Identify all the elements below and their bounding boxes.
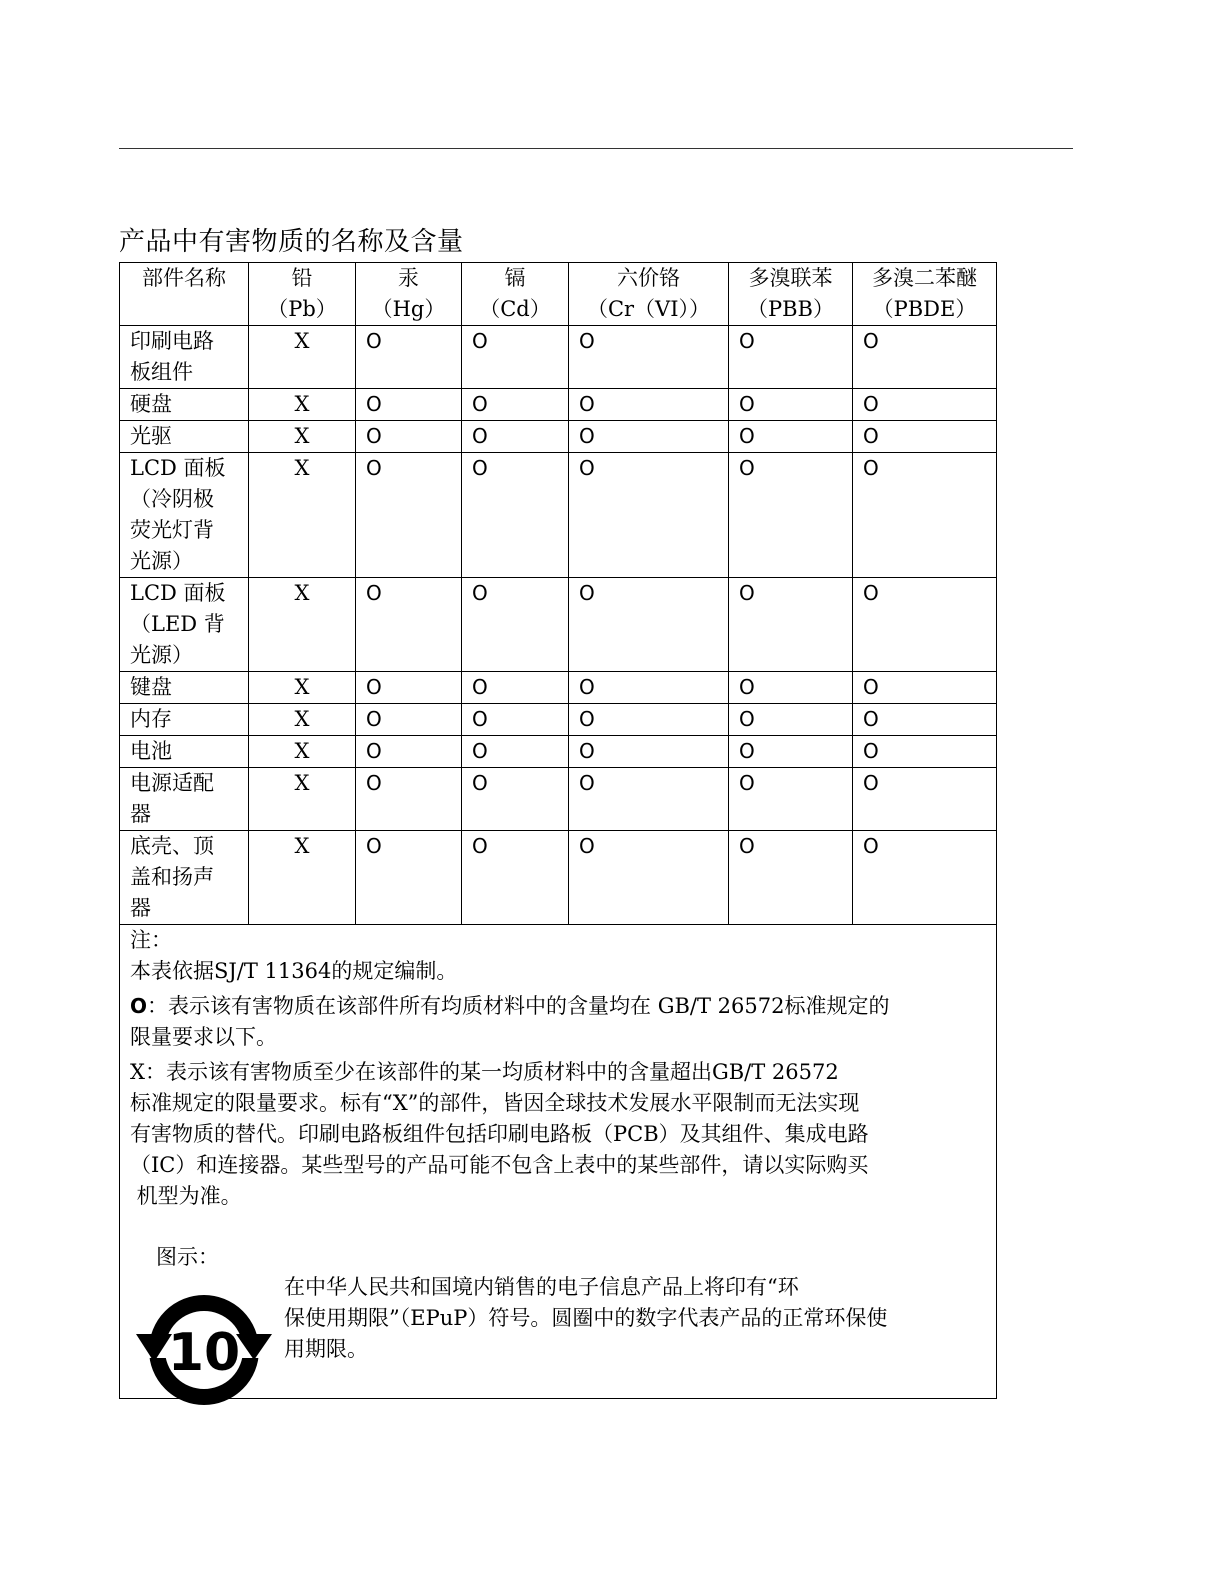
part-name: 印刷电路 板组件: [120, 326, 249, 389]
table-header-row: [120, 263, 997, 326]
cr-cell: O: [569, 831, 729, 925]
top-rule: [119, 148, 1073, 149]
table-row: [120, 704, 997, 736]
hg-cell: O: [356, 768, 462, 831]
part-name: 键盘: [120, 672, 249, 704]
pbb-cell: O: [729, 389, 853, 421]
hg-cell: O: [356, 831, 462, 925]
header-hg: 汞 （Hg）: [356, 263, 462, 326]
cr-cell: O: [569, 578, 729, 672]
pbde-cell: O: [853, 578, 997, 672]
hg-cell: O: [356, 326, 462, 389]
table-row: [120, 421, 997, 453]
pbb-cell: O: [729, 831, 853, 925]
header-part-name: 部件名称: [120, 263, 249, 326]
pbde-cell: O: [853, 389, 997, 421]
pbb-cell: O: [729, 704, 853, 736]
part-name: 内存: [120, 704, 249, 736]
pb-cell: X: [249, 326, 356, 389]
notes-x-line: X：表示该有害物质至少在该部件的某一均质材料中的含量超出GB/T 26572: [130, 1060, 839, 1084]
table-row: [120, 736, 997, 768]
notes-cell: [120, 925, 997, 1399]
hg-cell: O: [356, 421, 462, 453]
hg-cell: O: [356, 578, 462, 672]
part-name: 硬盘: [120, 389, 249, 421]
table-row: [120, 831, 997, 925]
part-name: 电源适配 器: [120, 768, 249, 831]
cd-cell: O: [462, 672, 569, 704]
pb-cell: X: [249, 389, 356, 421]
pbb-cell: O: [729, 578, 853, 672]
notes-x-line: 标准规定的限量要求。标有“X”的部件，皆因全球技术发展水平限制而无法实现: [130, 1091, 860, 1115]
part-name: 光驱: [120, 421, 249, 453]
cd-cell: O: [462, 768, 569, 831]
pbde-cell: O: [853, 736, 997, 768]
notes-x-line: （IC）和连接器。某些型号的产品可能不包含上表中的某些部件，请以实际购买: [130, 1153, 869, 1177]
cr-cell: O: [569, 421, 729, 453]
pbde-cell: O: [853, 831, 997, 925]
cd-cell: O: [462, 578, 569, 672]
table-row: [120, 672, 997, 704]
legend-section: [130, 1212, 986, 1398]
cr-cell: O: [569, 326, 729, 389]
pb-cell: X: [249, 736, 356, 768]
table-row: [120, 768, 997, 831]
cr-cell: O: [569, 672, 729, 704]
pbb-cell: O: [729, 768, 853, 831]
hg-cell: O: [356, 736, 462, 768]
notes-basis: 本表依据SJ/T 11364的规定编制。: [130, 959, 458, 983]
hg-cell: O: [356, 704, 462, 736]
pbb-cell: O: [729, 326, 853, 389]
notes-x-line: 有害物质的替代。印刷电路板组件包括印刷电路板（PCB）及其组件、集成电路: [130, 1122, 869, 1146]
header-pbb: 多溴联苯 （PBB）: [729, 263, 853, 326]
header-cd: 镉 （Cd）: [462, 263, 569, 326]
cr-cell: O: [569, 736, 729, 768]
pbde-cell: O: [853, 326, 997, 389]
part-name: LCD 面板 （LED 背 光源）: [120, 578, 249, 672]
header-cr: 六价铬 （Cr（VI））: [569, 263, 729, 326]
hg-cell: O: [356, 389, 462, 421]
table-row: [120, 389, 997, 421]
pbde-cell: O: [853, 768, 997, 831]
hazardous-substances-table: [119, 262, 997, 1399]
cd-cell: O: [462, 831, 569, 925]
cr-cell: O: [569, 389, 729, 421]
pbde-cell: O: [853, 704, 997, 736]
cr-cell: O: [569, 704, 729, 736]
pbb-cell: O: [729, 736, 853, 768]
hg-cell: O: [356, 453, 462, 578]
notes-x-line: 机型为准。: [130, 1184, 242, 1208]
table-row: [120, 326, 997, 389]
cd-cell: O: [462, 453, 569, 578]
page-title: 产品中有害物质的名称及含量: [119, 227, 464, 257]
epup-logo-icon: [134, 1292, 274, 1408]
pb-cell: X: [249, 453, 356, 578]
part-name: LCD 面板 （冷阴极 荧光灯背 光源）: [120, 453, 249, 578]
notes-row: [120, 925, 997, 1399]
pbb-cell: O: [729, 421, 853, 453]
notes-o-definition-cont: 限量要求以下。: [130, 1025, 277, 1049]
pb-cell: X: [249, 704, 356, 736]
header-pbde: 多溴二苯醚 （PBDE）: [853, 263, 997, 326]
o-mark: O: [130, 994, 148, 1018]
pbde-cell: O: [853, 672, 997, 704]
pbb-cell: O: [729, 672, 853, 704]
legend-description: 在中华人民共和国境内销售的电子信息产品上将印有“环 保使用期限”（EPuP）符号。圆圈中的数字代表产品的正常环保使 用期限。: [284, 1275, 888, 1361]
part-name: 底壳、顶 盖和扬声 器: [120, 831, 249, 925]
epup-number: 10: [167, 1323, 241, 1383]
part-name: 电池: [120, 736, 249, 768]
cd-cell: O: [462, 421, 569, 453]
cd-cell: O: [462, 704, 569, 736]
pb-cell: X: [249, 672, 356, 704]
notes-o-definition: O：表示该有害物质在该部件所有均质材料中的含量均在 GB/T 26572标准规定的: [130, 994, 890, 1018]
legend-label: 图示：: [156, 1245, 219, 1269]
cd-cell: O: [462, 736, 569, 768]
cr-cell: O: [569, 768, 729, 831]
table-row: [120, 578, 997, 672]
notes-label: 注：: [130, 928, 172, 952]
pbb-cell: O: [729, 453, 853, 578]
cr-cell: O: [569, 453, 729, 578]
cd-cell: O: [462, 389, 569, 421]
pb-cell: X: [249, 578, 356, 672]
header-pb: 铅 （Pb）: [249, 263, 356, 326]
pb-cell: X: [249, 831, 356, 925]
pbde-cell: O: [853, 421, 997, 453]
pb-cell: X: [249, 768, 356, 831]
hg-cell: O: [356, 672, 462, 704]
pb-cell: X: [249, 421, 356, 453]
table-row: [120, 453, 997, 578]
pbde-cell: O: [853, 453, 997, 578]
cd-cell: O: [462, 326, 569, 389]
